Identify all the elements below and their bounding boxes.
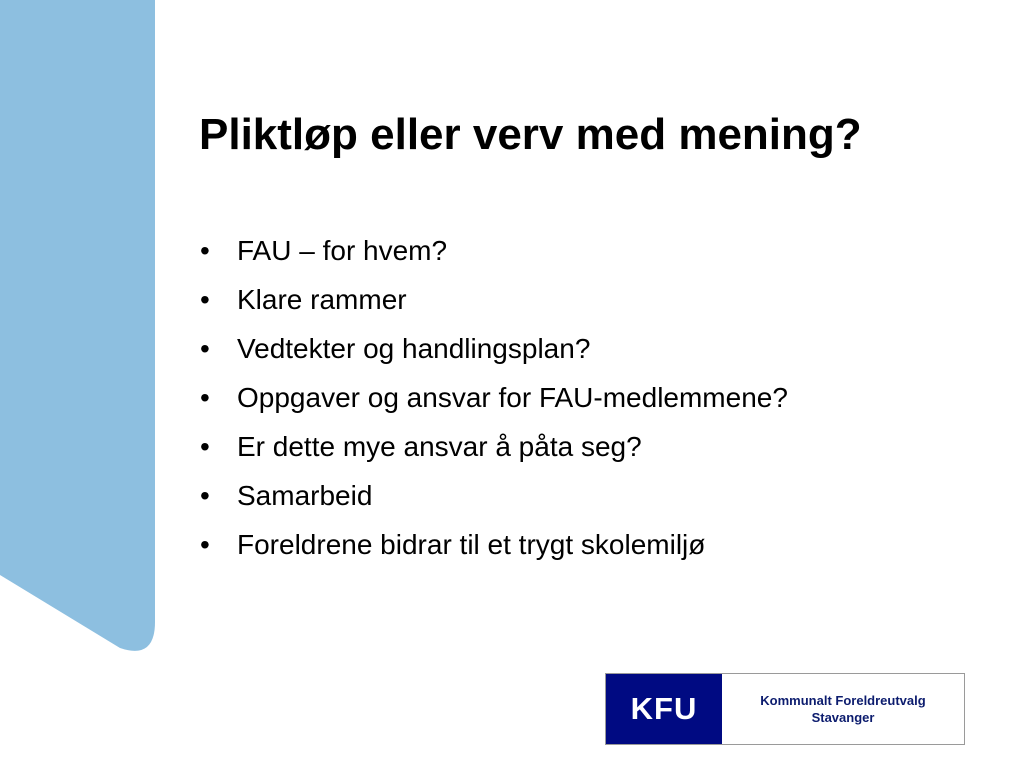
bullet-item [197,373,788,422]
bullet-marker: • [200,431,210,462]
bullet-text: Foreldrene bidrar til et trygt skolemiljø [237,529,706,560]
logo-mark: KFU [606,674,722,744]
bullet-text: Klare rammer [237,284,407,315]
side-decoration-shape [0,0,160,660]
bullet-text: FAU – for hvem? [237,235,448,266]
bullet-marker: • [200,529,210,560]
bullet-list [197,226,788,569]
bullet-item [197,520,788,569]
bullet-marker: • [200,333,210,364]
bullet-item [197,324,788,373]
logo-text [722,674,964,744]
bullet-marker: • [200,382,210,413]
slide-title: Pliktløp eller verv med mening? [199,110,862,159]
bullet-item [197,422,788,471]
bullet-marker: • [200,235,210,266]
bullet-item [197,471,788,520]
kfu-logo [605,673,965,745]
bullet-text: Samarbeid [237,480,373,511]
bullet-text: Er dette mye ansvar å påta seg? [237,431,642,462]
bullet-item [197,275,788,324]
bullet-marker: • [200,284,210,315]
side-decoration-path [0,0,155,651]
logo-line-city: Stavanger [811,710,875,725]
logo-line-organization: Kommunalt Foreldreutvalg [760,693,926,708]
bullet-item [197,226,788,275]
bullet-text: Vedtekter og handlingsplan? [237,333,591,364]
bullet-marker: • [200,480,210,511]
bullet-text: Oppgaver og ansvar for FAU-medlemmene? [237,382,788,413]
